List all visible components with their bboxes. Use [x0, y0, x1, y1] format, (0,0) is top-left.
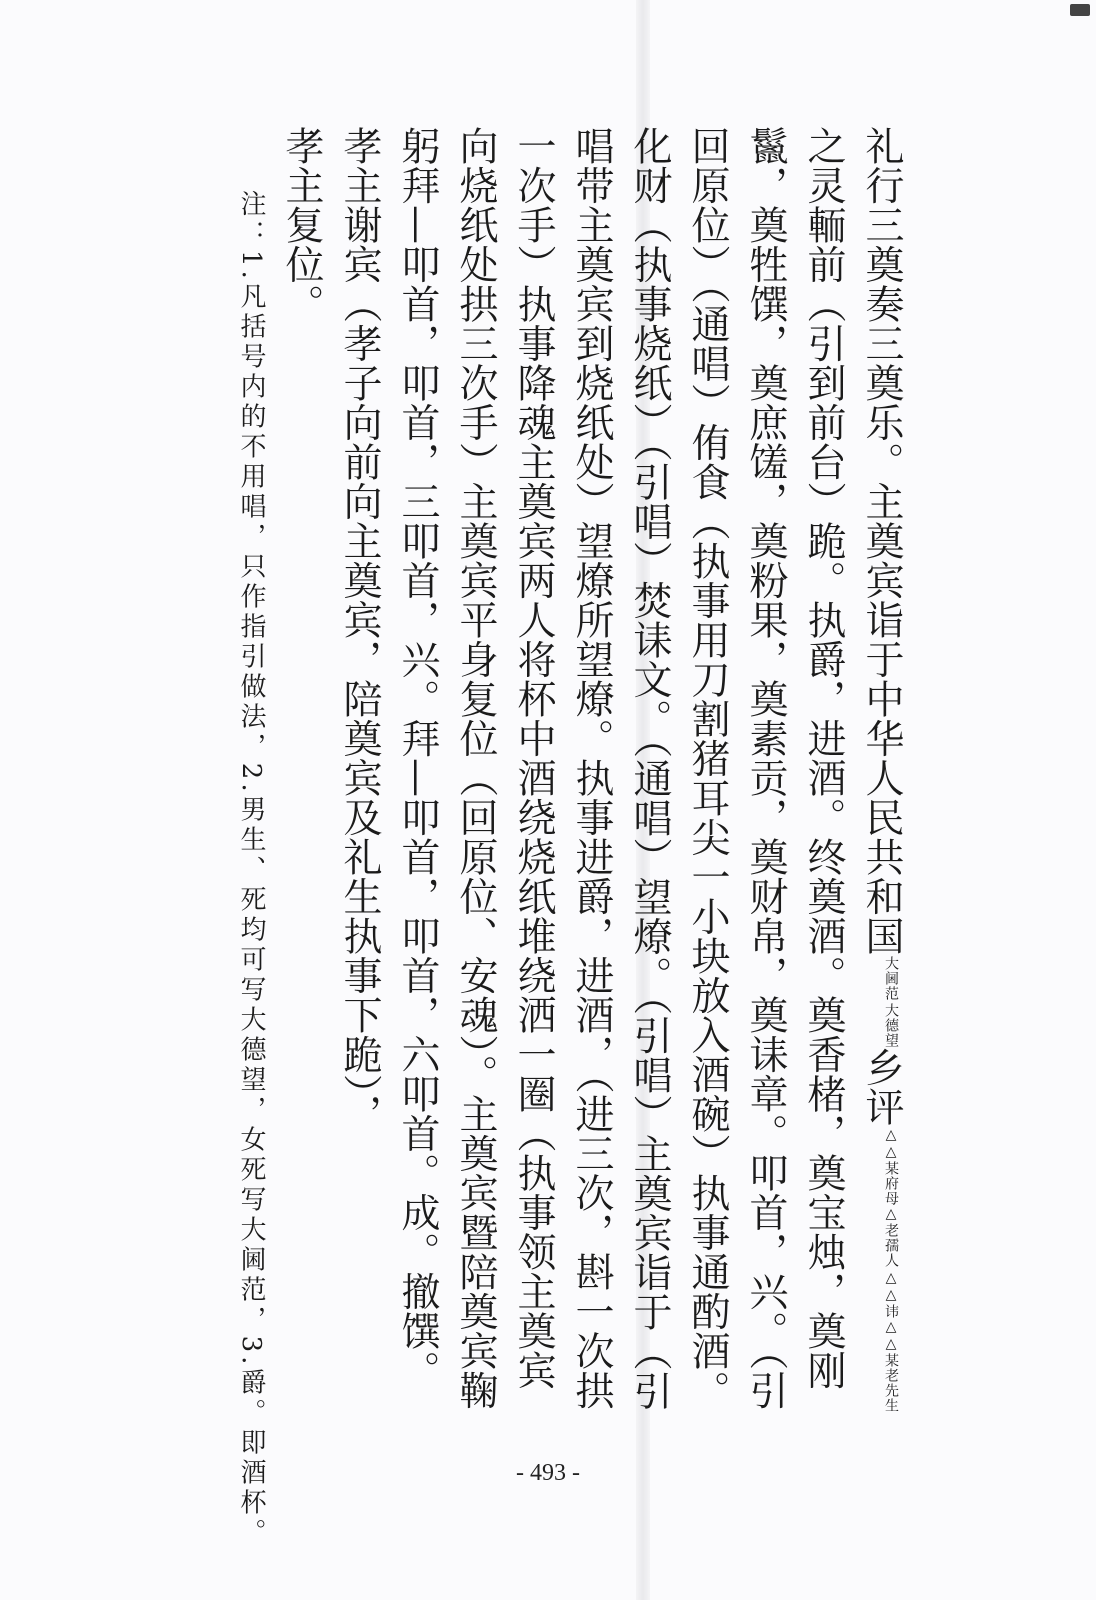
paragraph-1-part-a: 礼行三奠奏三奠乐。主奠宾诣于中华人民共和国	[859, 126, 904, 956]
inline-annotation-honorific	[883, 956, 899, 1048]
paragraph-1-part-c: 之灵輀前（引到前台）跪。执爵，进酒。终奠酒。奠香楮，奠宝烛，奠刚鬣，奠牲馔，奠庶馐，奠粉果，奠素贡，奠财帛，奠诔章。叩首，兴。（引回原位）（通唱）侑食（执事用刀割猪耳尖一小块放入酒碗）执事通酌酒。化财（执事烧纸）（引唱）焚诔文。（通唱）望燎。（引唱）主奠宾诣于（引唱带主奠宾到烧纸处）望燎所望燎。执事进爵，进酒，（进三次，斟一次拱一次手）执事降魂主奠宾两人将杯中酒绕烧纸堆绕洒一圈（执事领主奠宾向烧纸处拱三次手）主奠宾平身复位（回原位、安魂）。主奠宾暨陪奠宾鞠躬拜—叩首，叩首，三叩首，兴。拜—叩首，叩首，六叩首。成。撤馔。孝主谢宾（孝子向前向主奠宾，陪奠宾及礼生执事下跪），	[337, 126, 846, 1411]
paragraph-1	[330, 126, 910, 1426]
main-text	[272, 126, 910, 1426]
annotation-female-name: △△某府母△老孺人	[883, 1126, 899, 1268]
inline-annotation-deceased-name	[883, 1127, 899, 1413]
footnote: 注：1.凡括号内的不用唱，只作指引做法，2.男生、死均可写大德望，女死写大阃范，3.爵。即酒杯。	[236, 190, 266, 1549]
corner-scan-mark	[1070, 4, 1090, 16]
annotation-male-name: △△讳△△某老先生	[883, 1269, 899, 1413]
paragraph-1-part-b: 乡评	[859, 1047, 904, 1127]
annotation-female-honorific: 大阃范	[883, 955, 899, 1001]
annotation-male-honorific: 大德望	[883, 1002, 899, 1048]
paragraph-final: 孝主复位。	[279, 126, 324, 324]
page-number: - 493 -	[516, 1460, 580, 1486]
